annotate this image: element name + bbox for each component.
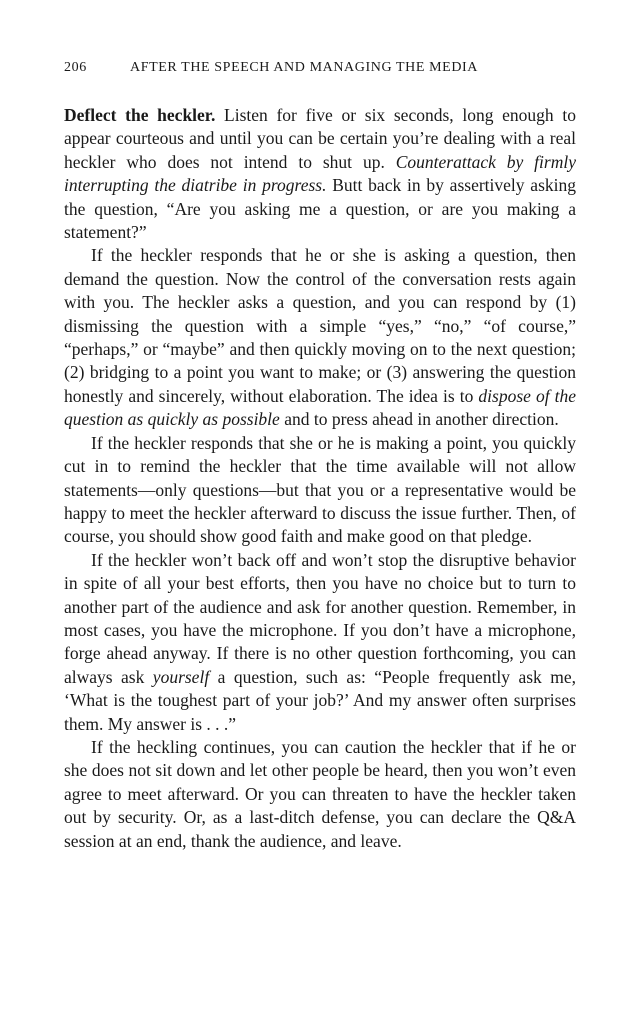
paragraph-text: If the heckler won’t back off and won’t stop the disruptive behavior in spite of all your best efforts, then you have no choice but to turn to another part of the audience and ask for another question. Remember, in most cases, you have the microphone. If you don’t have a microphone, forge ahead anyway. If there is no other question forthcoming, you can always ask bbox=[64, 549, 576, 687]
running-title: AFTER THE SPEECH AND MANAGING THE MEDIA bbox=[130, 60, 478, 75]
paragraph-making-point bbox=[64, 432, 576, 549]
paragraph-text: If the heckler responds that he or she is asking a question, then demand the question. Now the control of the conversation rests again with you. The heckler asks a question, and you can respond by (1) dismissing the question with a simple “yes,” “no,” “of course,” “perhaps,” or “maybe” and then quickly moving on to the next question; (2) bridging to a point you want to make; or (3) answering the question honestly and sincerely, without elaboration. The idea is to bbox=[64, 245, 576, 406]
body-text bbox=[64, 104, 576, 853]
running-head bbox=[64, 58, 576, 78]
italic-emphasis: yourself bbox=[152, 666, 210, 687]
paragraph-text: If the heckler responds that she or he is making a point, you quickly cut in to remind the heckler that the time available will not allow statements—only questions—but that you or a representative would be happy to meet the heckler afterward to discuss the issue further. Then, of course, you should show good faith and make good on that pledge. bbox=[64, 432, 576, 547]
paragraph-text: and to press ahead in another direction. bbox=[279, 409, 559, 430]
page-number: 206 bbox=[64, 60, 87, 75]
paragraph-text: Listen for five or six seconds, long enough to appear courteous and until you can be certain you’re dealing with a real heckler who does not intend to shut up. bbox=[64, 105, 576, 172]
run-in-heading: Deflect the heckler. bbox=[64, 105, 216, 125]
paragraph-heckling-continues bbox=[64, 736, 576, 853]
paragraph-text: If the heckling continues, you can caution the heckler that if he or she does not sit down and let other people be heard, then you won’t even agree to meet afterward. Or you can threaten to have the heckler taken out by security. Or, as a last-ditch defense, you can declare the Q&A session at an end, thank the audience, and leave. bbox=[64, 736, 576, 851]
paragraph-asking-question bbox=[64, 244, 576, 431]
paragraph-text: Butt back in by assertively asking the question, “Are you asking me a question, or are you making a statement?” bbox=[64, 175, 576, 243]
italic-emphasis: dispose of the question as quickly as possible bbox=[64, 385, 576, 430]
paragraph-text: a question, such as: “People frequently ask me, ‘What is the toughest part of your job?’ And my answer often surprises them. My answer is . . .” bbox=[64, 666, 576, 734]
paragraph-deflect-the-heckler bbox=[64, 104, 576, 244]
paragraph-wont-back-off bbox=[64, 549, 576, 736]
book-page bbox=[64, 58, 576, 853]
italic-emphasis: Counterattack by firmly interrupting the diatribe in progress. bbox=[64, 151, 576, 196]
